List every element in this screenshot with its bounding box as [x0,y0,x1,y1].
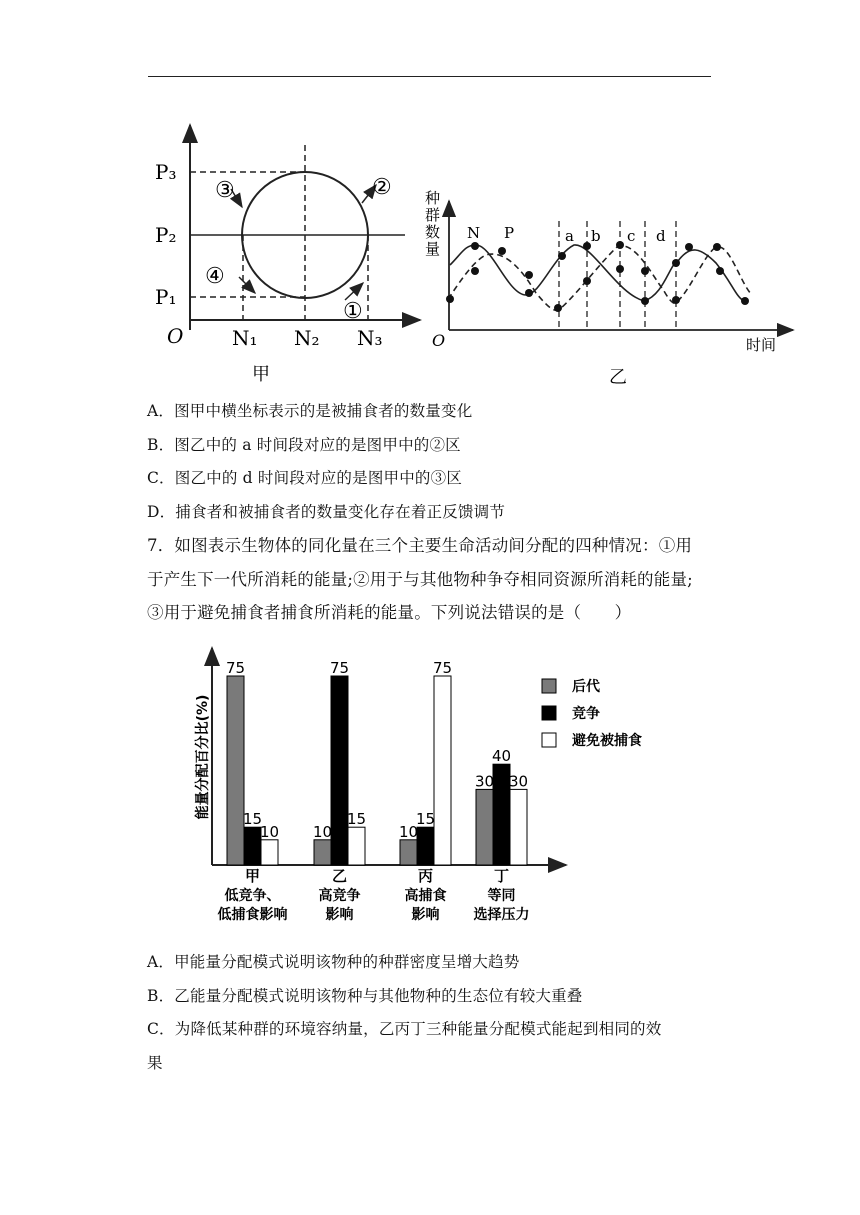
category-caption-line: 高竞争 [318,888,361,904]
bar [417,827,434,865]
bar-value-label: 10 [398,822,419,841]
caption-jia: 甲 [252,364,270,385]
x-axis-label: 时间 [746,336,777,354]
y-label-p2: P₂ [155,223,177,247]
legend-label: 竞争 [572,706,600,722]
legend-label: 避免被捕食 [572,733,642,749]
bar-value-label: 10 [312,822,333,841]
origin-label: O [167,324,184,348]
category-label: 丙 [417,867,434,885]
legend-swatch [542,706,556,720]
bar-value-label: 75 [225,659,246,677]
q7-option-c: C．为降低某种群的环境容纳量，乙丙丁三种能量分配模式能起到相同的效 [147,1020,662,1038]
interval-label-b: b [591,227,601,245]
legend [542,678,642,749]
category-caption-line: 低竞争、 [224,888,281,904]
bar-value-label: 75 [329,659,350,677]
q6-option-d: D．捕食者和被捕食者的数量变化存在着正反馈调节 [147,503,506,521]
bar [493,764,510,865]
category-caption-line: 低捕食影响 [217,907,288,923]
category-caption-line: 高捕食 [404,888,447,904]
region-label-2: ② [372,175,392,200]
bar-value-label: 15 [242,810,263,829]
q7-stem-line: ③用于避免捕食者捕食所消耗的能量。下列说法错误的是（ ） [147,603,632,622]
category-caption-line: 影响 [411,907,440,923]
bar [244,827,261,865]
bar-value-label: 10 [259,822,280,841]
y-label-p1: P₁ [155,285,177,309]
x-label-n3: N₃ [357,326,383,350]
y-axis-char: 量 [425,240,441,258]
bar [348,827,365,865]
bar [227,676,244,865]
category-label: 甲 [244,867,261,885]
category-label: 丁 [493,867,510,885]
bar-value-label: 15 [415,810,436,829]
region-label-1: ① [343,299,363,324]
y-axis-char: 数 [425,223,441,241]
category-caption-line: 影响 [325,907,354,923]
interval-label-c: c [627,227,636,245]
q7-stem-line: 于产生下一代所消耗的能量;②用于与其他物种争夺相同资源所消耗的能量; [147,570,693,589]
x-label-n2: N₂ [294,326,320,350]
category-caption-line: 选择压力 [473,907,530,923]
legend-label: 后代 [572,679,600,695]
caption-yi: 乙 [609,367,627,388]
q7-option-c-continued: 果 [147,1054,163,1072]
q7-option-b: B．乙能量分配模式说明该物种与其他物种的生态位有较大重叠 [147,987,583,1005]
category-caption-line: 等同 [487,888,516,904]
q6-option-b: B．图乙中的 a 时间段对应的是图甲中的②区 [147,436,461,454]
region-label-3: ③ [215,178,235,203]
bar [510,789,527,865]
bar [261,840,278,865]
y-axis-char: 群 [425,206,441,224]
bar-value-label: 15 [346,810,367,829]
q6-option-c: C．图乙中的 d 时间段对应的是图甲中的③区 [147,469,463,487]
q7-stem-line: 7．如图表示生物体的同化量在三个主要生命活动间分配的四种情况：①用 [147,536,693,555]
y-label-p3: P₃ [155,160,177,184]
interval-label-d: d [656,227,666,245]
bar-value-label: 75 [432,659,453,677]
bar [331,676,348,865]
bar-value-label: 30 [474,772,495,791]
y-axis-char: 种 [425,189,441,207]
y-axis-label: 能量分配百分比(%) [195,694,211,820]
q6-option-a: A．图甲中横坐标表示的是被捕食者的数量变化 [147,402,473,420]
origin-label: O [432,331,446,350]
category-label: 乙 [331,867,348,885]
x-label-n1: N₁ [232,326,258,350]
bar-value-label: 30 [508,772,529,791]
interval-label-a: a [565,227,574,245]
bar-value-label: 40 [491,747,512,766]
legend-swatch [542,679,556,693]
bar [400,840,417,865]
curve-label-n: N [467,224,481,242]
bar [434,676,451,865]
bar [314,840,331,865]
curve-label-p: P [504,224,515,242]
bar [476,789,493,865]
category-labels-group [218,867,530,923]
region-label-4: ④ [205,264,225,289]
q7-option-a: A．甲能量分配模式说明该物种的种群密度呈增大趋势 [147,953,520,971]
legend-swatch [542,733,556,747]
